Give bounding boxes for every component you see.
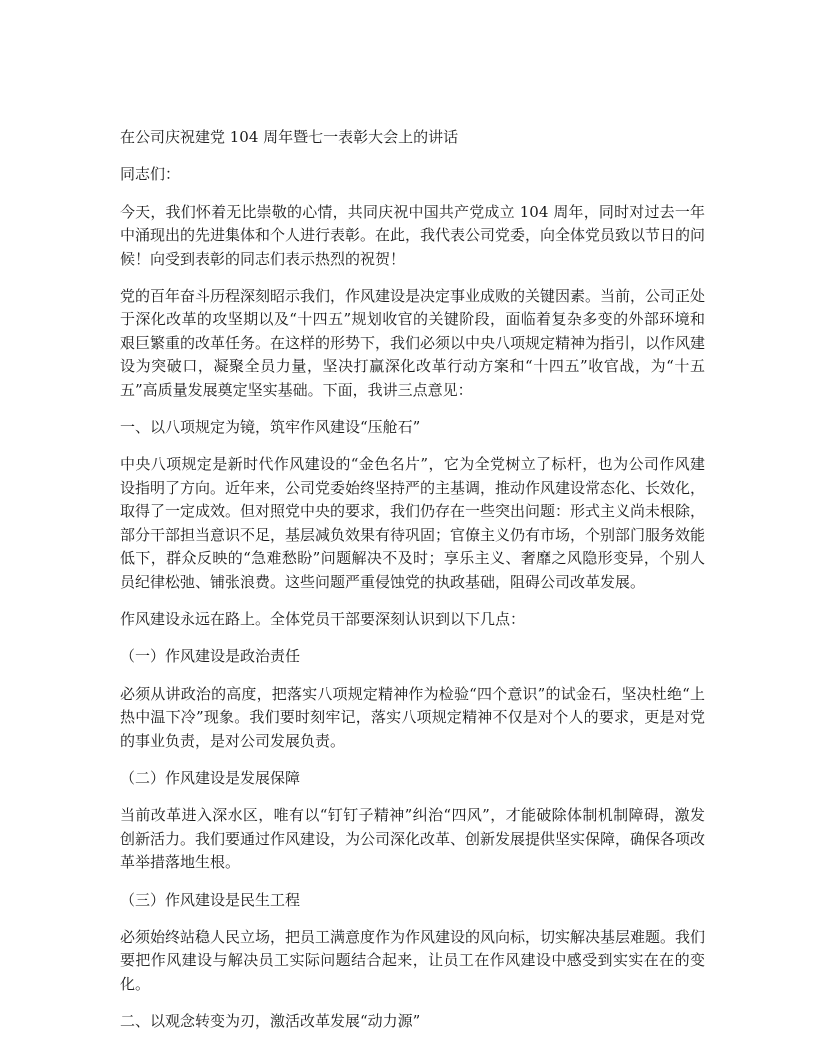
- salutation: 同志们：: [120, 165, 181, 184]
- paragraph: 当前改革进入深水区，唯有以“钉钉子精神”纠治“四风”，才能破除体制机制障碍，激发创新活力。我们要通过作风建设，为公司深化改革、创新发展提供坚实保障，确保各项改革举措落地生根。: [120, 806, 706, 872]
- section-heading: 一、以八项规定为镜，筑牢作风建设“压舱石”: [120, 418, 421, 437]
- paragraph: 今天，我们怀着无比崇敬的心情，共同庆祝中国共产党成立 104 周年，同时对过去一年中涌现出的先进集体和个人进行表彰。在此，我代表公司党委，向全体党员致以节日的问候！向受到表彰的同志们表示热烈的祝贺！: [120, 202, 706, 268]
- paragraph: 必须从讲政治的高度，把落实八项规定精神作为检验“四个意识”的试金石，坚决杜绝“上热中温下冷”现象。我们要时刻牢记，落实八项规定精神不仅是对个人的要求，更是对党的事业负责，是对公司发展负责。: [120, 684, 705, 750]
- subsection-heading: （一）作风建设是政治责任: [120, 647, 301, 666]
- paragraph: 中央八项规定是新时代作风建设的“金色名片”，它为全党树立了标杆，也为公司作风建设指明了方向。近年来，公司党委始终坚持严的主基调，推动作风建设常态化、长效化，取得了一定成效。但对照党中央的要求，我们仍存在一些突出问题：形式主义尚未根除，部分干部担当意识不足，基层减负效果有待巩固；官僚主义仍有市场，个别部门服务效能低下，群众反映的“急难愁盼”问题解决不及时；享乐主义、奢靡之风隐形变异，个别人员纪律松弛、铺张浪费。这些问题严重侵蚀党的执政基础，阻碍公司改革发展。: [120, 455, 706, 591]
- paragraph: 必须始终站稳人民立场，把员工满意度作为作风建设的风向标，切实解决基层难题。我们要把作风建设与解决员工实际问题结合起来，让员工在作风建设中感受到实实在在的变化。: [120, 927, 706, 993]
- paragraph: 党的百年奋斗历程深刻昭示我们，作风建设是决定事业成败的关键因素。当前，公司正处于深化改革的攻坚期以及“十四五”规划收官的关键阶段，面临着复杂多变的外部环境和艰巨繁重的改革任务。在这样的形势下，我们必须以中央八项规定精神为指引，以作风建设为突破口，凝聚全员力量，坚决打赢深化改革行动方案和“十四五”收官战，为“十五五”高质量发展奠定坚实基础。下面，我讲三点意见：: [120, 287, 706, 399]
- document-title: 在公司庆祝建党 104 周年暨七一表彰大会上的讲话: [120, 128, 459, 146]
- paragraph: 作风建设永远在路上。全体党员干部要深刻认识到以下几点：: [120, 609, 526, 628]
- section-heading: 二、以观念转变为刃，激活改革发展“动力源”: [120, 1012, 421, 1031]
- document-page: [120, 126, 705, 1048]
- subsection-heading: （二）作风建设是发展保障: [120, 768, 301, 787]
- subsection-heading: （三）作风建设是民生工程: [120, 890, 301, 909]
